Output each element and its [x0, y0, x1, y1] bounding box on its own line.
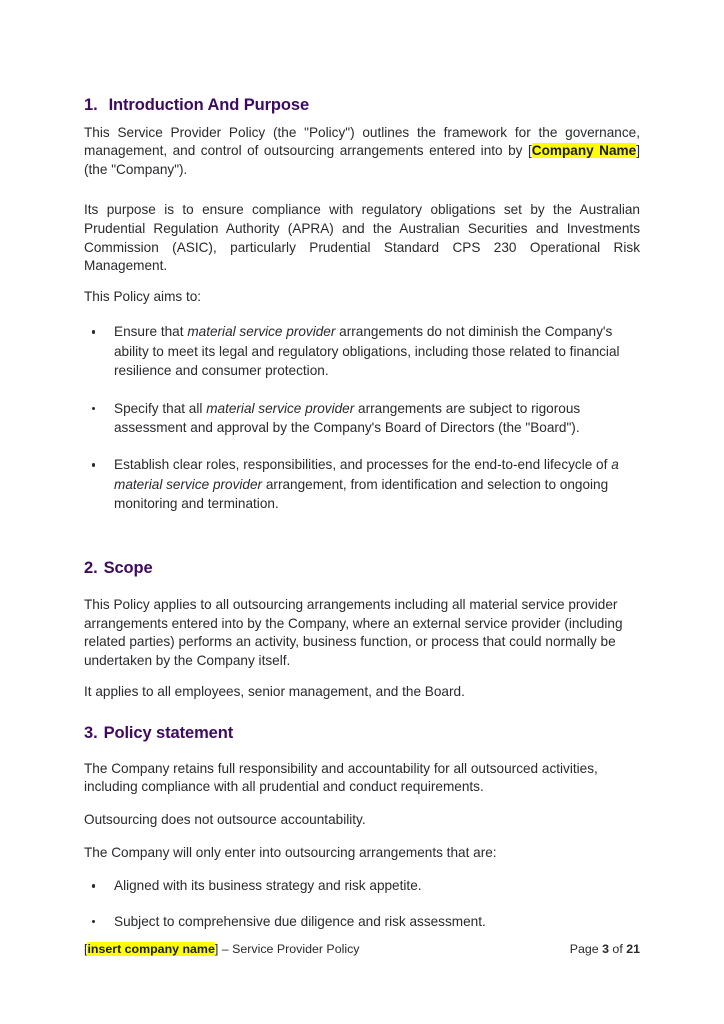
list-item	[84, 455, 640, 513]
section-3-number: 3.	[84, 724, 98, 743]
total-page-number: 21	[626, 942, 640, 956]
bullet-3-text-b: arrangement, from identification and selection to ongoing monitoring and termination.	[114, 476, 609, 512]
page-label: Page	[569, 942, 603, 956]
list-item: Subject to comprehensive due diligence and risk assessment.	[84, 912, 640, 931]
heading-section-3	[84, 723, 640, 744]
section-3-paragraph-3: The Company will only enter into outsourcing arrangements that are:	[84, 844, 497, 860]
section-1-bullet-list	[84, 322, 640, 513]
section-2-number: 2.	[84, 558, 98, 577]
footer-separator: –	[218, 942, 233, 956]
section-2-title: Scope	[103, 558, 153, 577]
section-1-paragraph-3: This Policy aims to:	[84, 288, 202, 304]
section-1-paragraph-2: Its purpose is to ensure compliance with regulatory obligations set by the Australian Prudential Regulation Authority (APRA) and the Australian Securities and Investments Commission (ASIC), particularly Prudential Standard CPS 230 Operational Risk Management.	[84, 202, 640, 274]
section-2-paragraph-1: This Policy applies to all outsourcing arrangements including all material service provider arrangements entered into by the Company, where an external service provider (including related parties) performs an activity, business function, or process that could normally be undertaken by the Company itself.	[84, 597, 623, 669]
section-3-paragraph-1: The Company retains full responsibility and accountability for all outsourced activities, including compliance with all prudential and conduct requirements.	[84, 760, 598, 795]
bullet-1-text-a: Ensure that	[114, 324, 188, 340]
spacer	[84, 532, 640, 558]
spacer	[84, 797, 640, 811]
section-3-title: Policy statement	[103, 724, 234, 743]
section-1-paragraph-1	[84, 124, 640, 180]
section-3-bullet-list	[84, 876, 640, 931]
spacer	[84, 578, 640, 596]
footer-left	[84, 942, 360, 956]
spacer	[84, 306, 640, 322]
current-page-number: 3	[602, 942, 609, 956]
section-1-number: 1.	[84, 96, 98, 114]
list-item: Aligned with its business strategy and risk appetite.	[84, 876, 640, 895]
bullet-2-italic: material service provider	[206, 400, 355, 416]
footer-bracket-open: [	[84, 942, 88, 956]
page-number-indicator	[570, 942, 640, 956]
spacer	[84, 862, 640, 876]
bullet-1-text-b: arrangements do not diminish the Company's ability to meet its legal and regulatory obligations, including those related to financial resilience and consumer protection.	[114, 324, 620, 379]
bullet-3-italic: a material service provider	[114, 457, 619, 492]
bullet-1-italic: material service provider	[187, 324, 336, 340]
section-3-paragraph-2: Outsourcing does not outsource accountability.	[84, 812, 366, 828]
bullet-2-text-a: Specify that all	[114, 400, 207, 416]
footer-doc-title: Service Provider Policy	[232, 942, 360, 956]
spacer	[84, 276, 640, 288]
of-label: of	[608, 942, 627, 956]
bullet-3-text-a: Establish clear roles, responsibilities, and processes for the end-to-end lifecycle of	[114, 457, 612, 473]
footer-bracket-close: ]	[214, 942, 219, 956]
spacer	[84, 744, 640, 760]
bullet-2-text-b: arrangements are subject to rigorous assessment and approval by the Company's Board of Directors (the "Board").	[114, 400, 581, 435]
spacer	[84, 671, 640, 683]
heading-section-2	[84, 558, 640, 579]
spacer	[84, 179, 640, 201]
section-1-p1-text-a: This Service Provider Policy (the "Policy") outlines the framework for the governance, management, and control of outsourcing arrangements entered into by [	[84, 124, 640, 159]
spacer	[84, 701, 640, 723]
spacer	[84, 116, 640, 124]
page-footer	[84, 942, 640, 956]
list-item	[84, 322, 640, 380]
company-name-highlight: Company Name	[531, 143, 637, 159]
page-content	[84, 95, 640, 931]
footer-company-placeholder: insert company name	[87, 942, 215, 956]
section-1-p1-text-b: ] (the "Company").	[84, 143, 640, 177]
spacer	[84, 830, 640, 844]
section-2-paragraph-2: It applies to all employees, senior management, and the Board.	[84, 683, 465, 699]
section-1-title: Introduction And Purpose	[108, 96, 310, 114]
list-item	[84, 399, 640, 438]
heading-section-1	[84, 95, 640, 116]
